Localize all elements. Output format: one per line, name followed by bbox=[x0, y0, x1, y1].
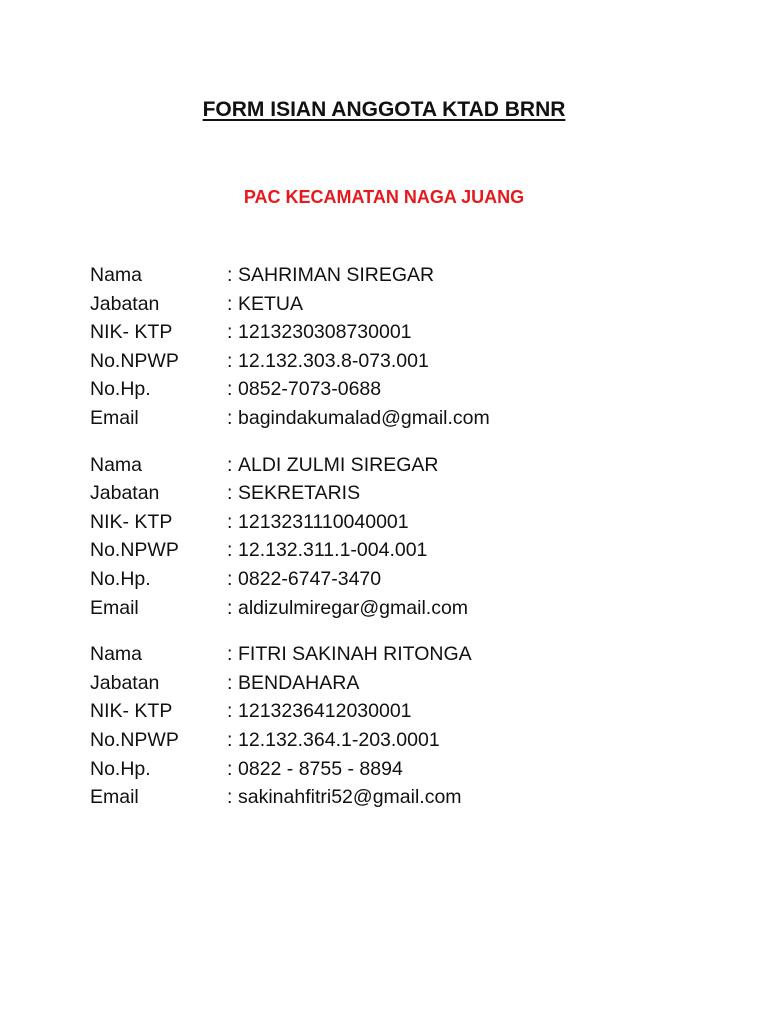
position-label: Jabatan bbox=[90, 671, 160, 694]
nik-label: NIK- KTP bbox=[90, 700, 173, 723]
position-value: SEKRETARIS bbox=[238, 482, 361, 505]
email-label: Email bbox=[90, 786, 139, 809]
position-row bbox=[90, 290, 710, 319]
separator: : bbox=[227, 700, 233, 723]
separator: : bbox=[227, 378, 233, 401]
member-entry bbox=[90, 261, 710, 433]
name-label: Nama bbox=[90, 264, 143, 286]
separator: : bbox=[227, 482, 233, 505]
npwp-row bbox=[90, 347, 710, 376]
nik-row bbox=[90, 318, 710, 347]
nik-value: 1213231110040001 bbox=[238, 510, 409, 533]
position-row bbox=[90, 479, 710, 508]
name-value: ALDI ZULMI SIREGAR bbox=[238, 453, 439, 476]
phone-label: No.Hp. bbox=[90, 757, 151, 780]
position-value: BENDAHARA bbox=[238, 671, 360, 694]
email-row bbox=[90, 783, 710, 812]
npwp-label: No.NPWP bbox=[90, 728, 179, 751]
phone-row bbox=[90, 375, 710, 404]
email-row bbox=[90, 594, 710, 623]
phone-label: No.Hp. bbox=[90, 567, 151, 590]
separator: : bbox=[227, 453, 233, 476]
email-row bbox=[90, 404, 710, 433]
member-entry bbox=[90, 451, 710, 623]
phone-label: No.Hp. bbox=[90, 378, 151, 401]
separator: : bbox=[227, 349, 233, 372]
separator: : bbox=[227, 596, 233, 619]
separator: : bbox=[227, 321, 233, 344]
npwp-label: No.NPWP bbox=[90, 349, 179, 372]
name-value: SAHRIMAN SIREGAR bbox=[238, 264, 435, 286]
phone-row bbox=[90, 755, 710, 784]
name-row bbox=[90, 640, 710, 669]
phone-value: 0822-6747-3470 bbox=[238, 567, 382, 590]
npwp-row bbox=[90, 726, 710, 755]
member-entry bbox=[90, 640, 710, 812]
email-label: Email bbox=[90, 596, 139, 619]
position-label: Jabatan bbox=[90, 292, 160, 315]
nik-row bbox=[90, 508, 710, 537]
name-row bbox=[90, 451, 710, 480]
form-title: FORM ISIAN ANGGOTA KTAD BRNR bbox=[202, 98, 566, 121]
email-value: aldizulmiregar@gmail.com bbox=[238, 596, 469, 619]
email-value: bagindakumalad@gmail.com bbox=[238, 406, 490, 429]
nik-label: NIK- KTP bbox=[90, 510, 173, 533]
position-value: KETUA bbox=[238, 292, 304, 315]
separator: : bbox=[227, 510, 233, 533]
form-subtitle: PAC KECAMATAN NAGA JUANG bbox=[243, 187, 525, 207]
npwp-value: 12.132.303.8-073.001 bbox=[238, 349, 429, 372]
position-row bbox=[90, 669, 710, 698]
separator: : bbox=[227, 406, 233, 429]
separator: : bbox=[227, 264, 233, 286]
email-value: sakinahfitri52@gmail.com bbox=[238, 786, 462, 809]
npwp-label: No.NPWP bbox=[90, 539, 179, 562]
position-label: Jabatan bbox=[90, 482, 160, 505]
name-row bbox=[90, 261, 710, 290]
email-label: Email bbox=[90, 406, 139, 429]
name-label: Nama bbox=[90, 453, 143, 476]
separator: : bbox=[227, 786, 233, 809]
nik-row bbox=[90, 697, 710, 726]
separator: : bbox=[227, 292, 233, 315]
phone-value: 0852-7073-0688 bbox=[238, 378, 382, 401]
name-value: FITRI SAKINAH RITONGA bbox=[238, 643, 472, 666]
nik-value: 1213236412030001 bbox=[238, 700, 412, 723]
phone-row bbox=[90, 565, 710, 594]
member-list bbox=[90, 261, 710, 830]
npwp-row bbox=[90, 536, 710, 565]
separator: : bbox=[227, 671, 233, 694]
phone-value: 0822 - 8755 - 8894 bbox=[238, 757, 403, 780]
npwp-value: 12.132.311.1-004.001 bbox=[238, 539, 428, 562]
nik-value: 1213230308730001 bbox=[238, 321, 412, 344]
separator: : bbox=[227, 643, 233, 666]
separator: : bbox=[227, 567, 233, 590]
nik-label: NIK- KTP bbox=[90, 321, 173, 344]
separator: : bbox=[227, 757, 233, 780]
separator: : bbox=[227, 728, 233, 751]
separator: : bbox=[227, 539, 233, 562]
name-label: Nama bbox=[90, 643, 143, 666]
npwp-value: 12.132.364.1-203.0001 bbox=[238, 728, 440, 751]
